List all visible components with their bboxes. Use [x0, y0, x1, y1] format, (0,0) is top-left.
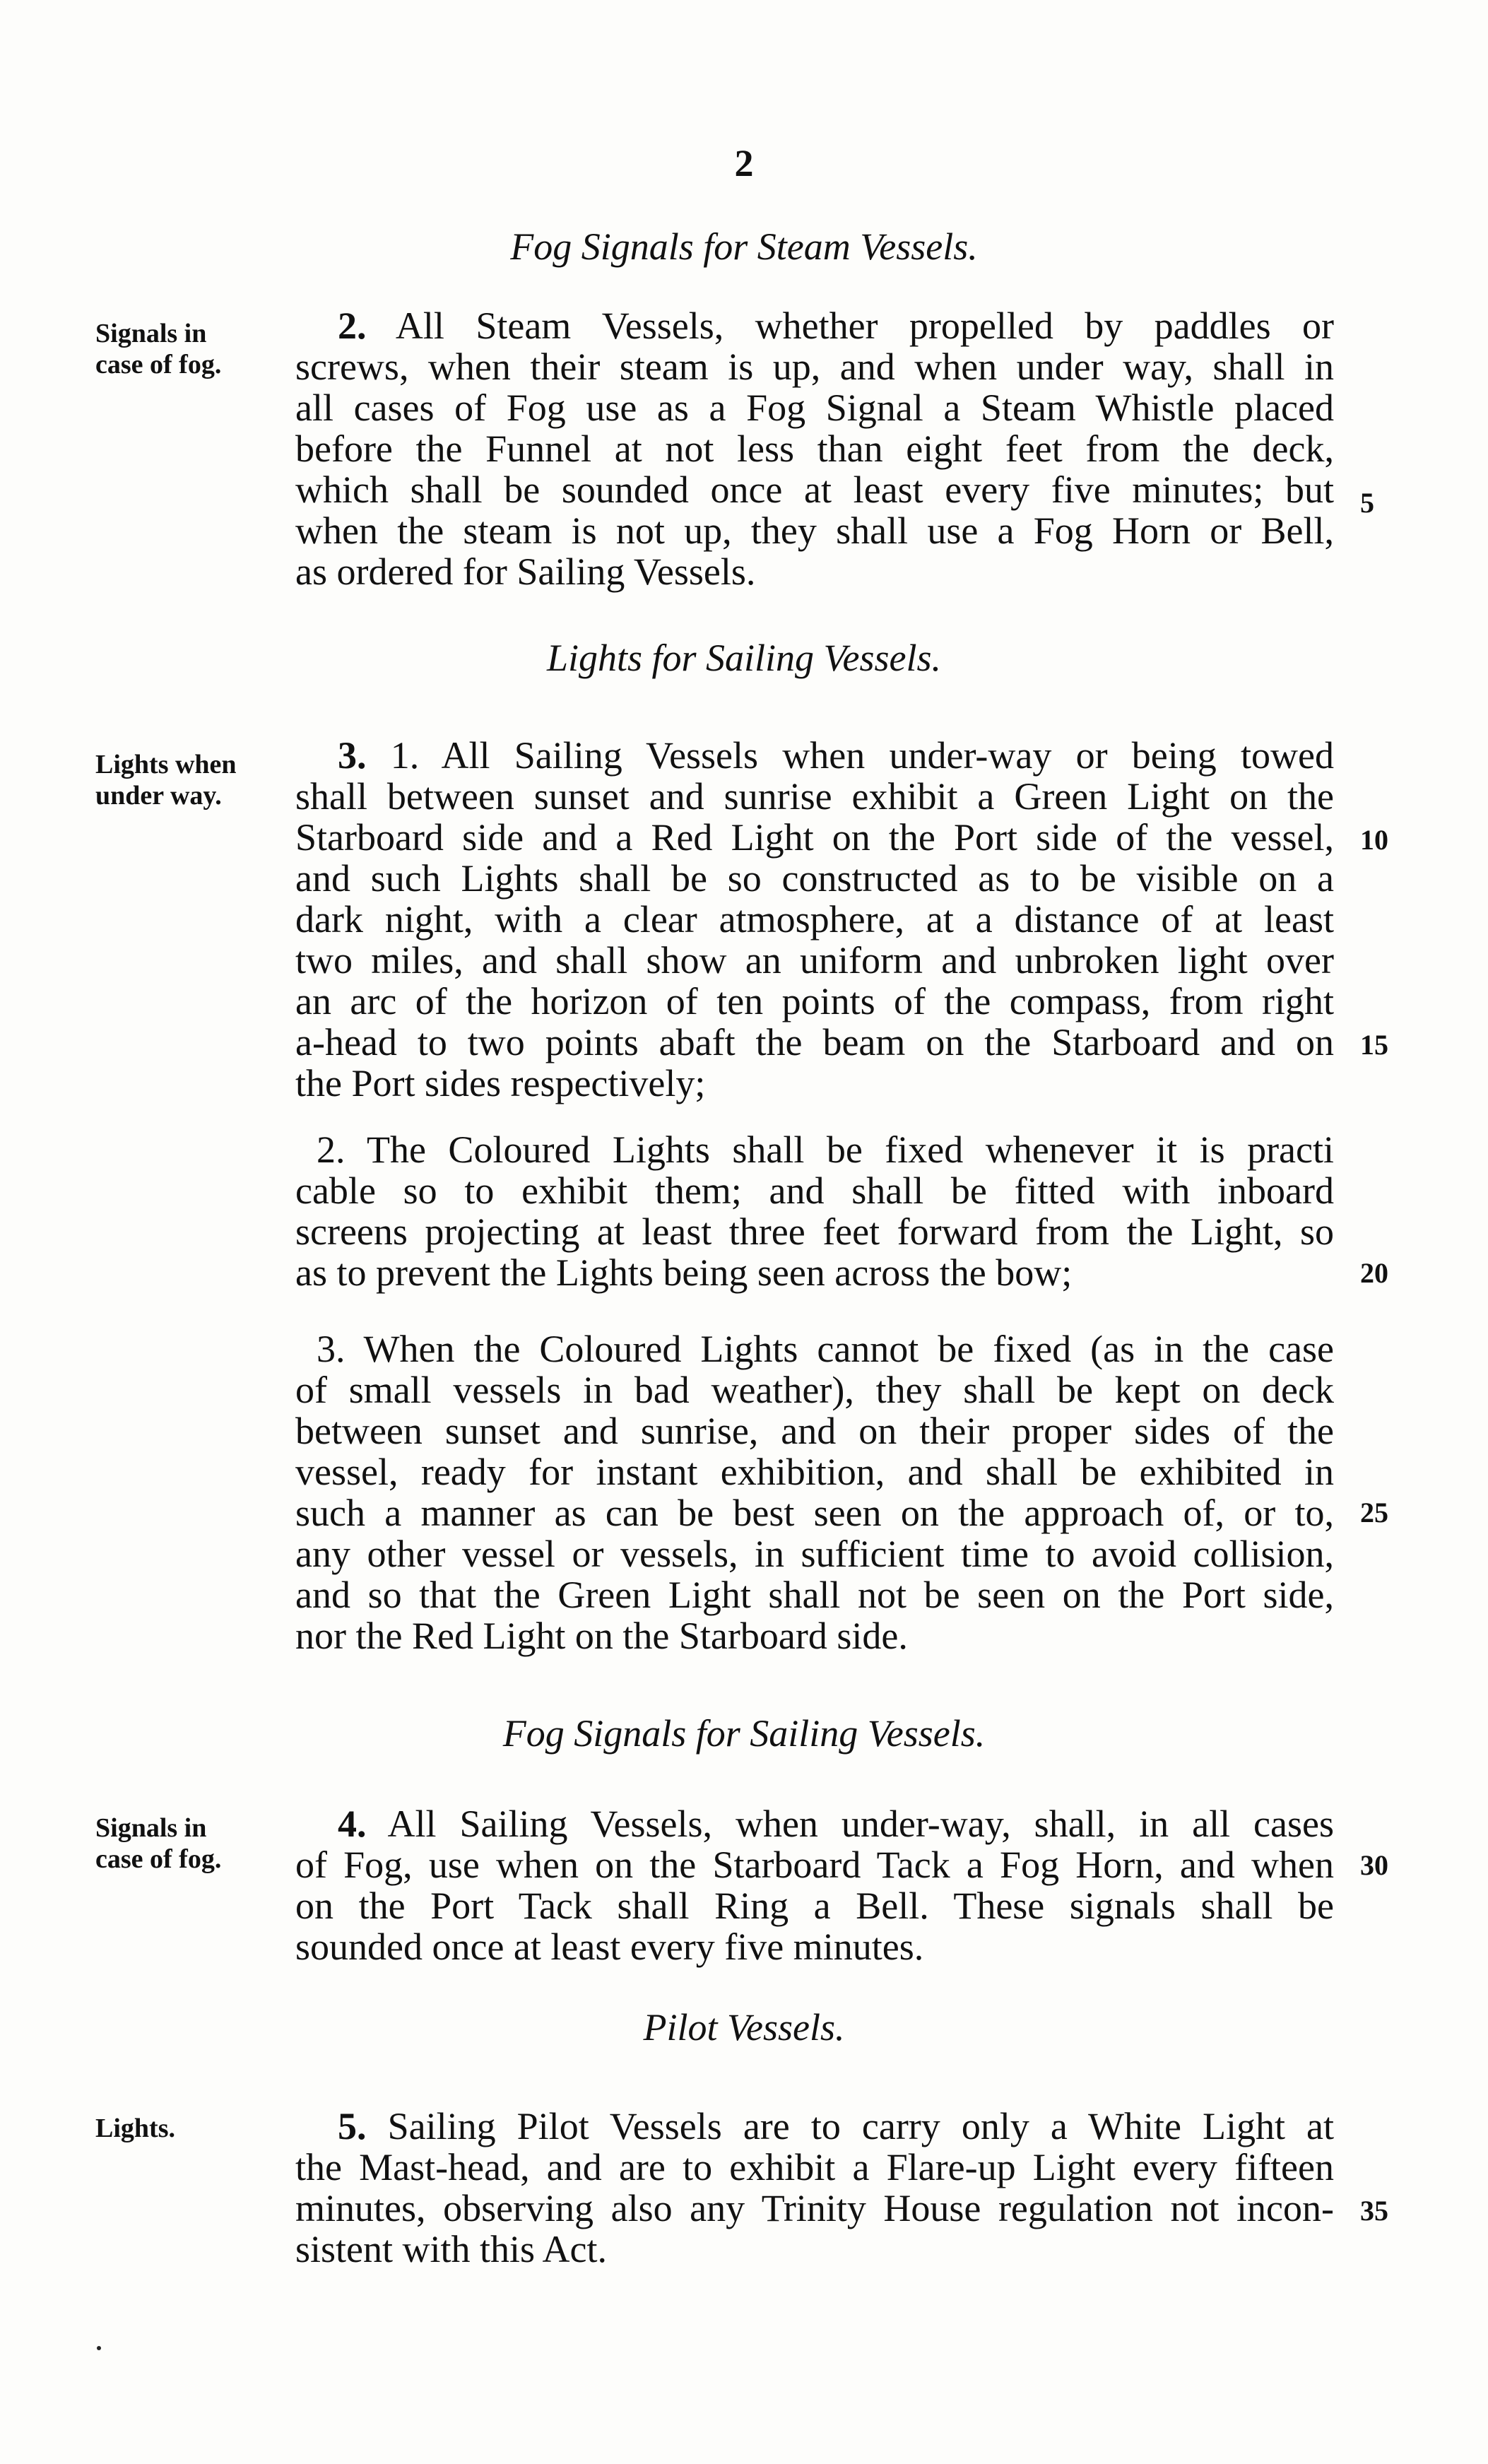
text-line: all cases of Fog use as a Fog Signal a Steam Whistle placed: [295, 387, 1334, 429]
text-line: as to prevent the Lights being seen across the bow;: [295, 1251, 1073, 1294]
text-line: the Mast-head, and are to exhibit a Flare-up Light every fifteen: [295, 2146, 1334, 2188]
paragraph-4: [295, 1803, 1334, 1967]
text-line: a-head to two points abaft the beam on the Starboard and on: [295, 1021, 1334, 1063]
line-number: 10: [1360, 824, 1388, 856]
text-line: dark night, with a clear atmosphere, at a distance of at least: [295, 898, 1334, 941]
text-line: on the Port Tack shall Ring a Bell. These signals shall be: [295, 1885, 1334, 1927]
text-line: screws, when their steam is up, and when under way, shall in: [295, 346, 1334, 388]
paragraph-3-2: [295, 1129, 1334, 1293]
text-line: shall between sunset and sunrise exhibit a Green Light on the: [295, 775, 1334, 818]
paragraph-3-3: [295, 1328, 1334, 1656]
section-heading-pilot: Pilot Vessels.: [643, 2006, 845, 2049]
text-line: 5. Sailing Pilot Vessels are to carry only a White Light at: [338, 2105, 1335, 2147]
text-line: of small vessels in bad weather), they shall be kept on deck: [295, 1369, 1334, 1411]
text-line: 4. All Sailing Vessels, when under-way, shall, in all cases: [338, 1803, 1334, 1845]
text-line: 2. All Steam Vessels, whether propelled by paddles or: [338, 305, 1334, 347]
text-line: any other vessel or vessels, in sufficient time to avoid collision,: [295, 1533, 1334, 1575]
text-line: vessel, ready for instant exhibition, and shall be exhibited in: [295, 1451, 1334, 1493]
text-line: cable so to exhibit them; and shall be fitted with inboard: [295, 1169, 1334, 1212]
line-number: 15: [1360, 1029, 1388, 1061]
paragraph-2: [295, 305, 1334, 592]
text-line: before the Funnel at not less than eight feet from the deck,: [295, 428, 1334, 470]
section-heading-fog-steam: Fog Signals for Steam Vessels.: [510, 225, 978, 268]
line-number: 30: [1360, 1849, 1388, 1881]
margin-note-lights: Lights.: [95, 2114, 175, 2143]
line-number: 25: [1360, 1497, 1388, 1528]
line-number: 20: [1360, 1257, 1388, 1289]
text-line: Starboard side and a Red Light on the Port side of the vessel,: [295, 816, 1334, 859]
text-line: the Port sides respectively;: [295, 1062, 706, 1104]
text-line: 2. The Coloured Lights shall be fixed whenever it is practi: [317, 1128, 1334, 1171]
text-line: and so that the Green Light shall not be seen on the Port side,: [295, 1574, 1334, 1616]
page-number: 2: [734, 142, 754, 184]
text-line: between sunset and sunrise, and on their proper sides of the: [295, 1410, 1334, 1452]
text-line: as ordered for Sailing Vessels.: [295, 550, 756, 593]
ink-speck: [97, 2346, 101, 2350]
text-line: an arc of the horizon of ten points of the compass, from right: [295, 980, 1334, 1022]
paragraph-5: [295, 2106, 1334, 2270]
text-line: screens projecting at least three feet forward from the Light, so: [295, 1210, 1334, 1253]
text-line: sounded once at least every five minutes.: [295, 1926, 924, 1968]
text-line: two miles, and shall show an uniform and unbroken light over: [295, 939, 1334, 982]
text-line: sistent with this Act.: [295, 2228, 608, 2270]
text-line: 3. 1. All Sailing Vessels when under-way or being towed: [338, 734, 1334, 777]
text-line: when the steam is not up, they shall use a Fog Horn or Bell,: [295, 509, 1334, 552]
line-number: 5: [1360, 487, 1374, 519]
margin-note-signals-fog: Signals in case of fog.: [95, 319, 222, 379]
paragraph-3-1: [295, 735, 1334, 1104]
text-line: of Fog, use when on the Starboard Tack a Fog Horn, and when: [295, 1844, 1334, 1886]
margin-note-lights-underway: Lights when under way.: [95, 750, 237, 810]
text-line: such a manner as can be best seen on the approach of, or to,: [295, 1492, 1334, 1534]
margin-note-signals-fog-2: Signals in case of fog.: [95, 1813, 222, 1874]
text-line: and such Lights shall be so constructed as to be visible on a: [295, 857, 1334, 900]
section-heading-lights-sailing: Lights for Sailing Vessels.: [546, 637, 942, 679]
text-line: which shall be sounded once at least every five minutes; but: [295, 468, 1334, 511]
text-line: nor the Red Light on the Starboard side.: [295, 1615, 908, 1657]
line-number: 35: [1360, 2195, 1388, 2227]
text-line: 3. When the Coloured Lights cannot be fixed (as in the case: [317, 1328, 1334, 1370]
text-line: minutes, observing also any Trinity House regulation not incon-: [295, 2187, 1334, 2229]
section-heading-fog-sailing: Fog Signals for Sailing Vessels.: [502, 1712, 986, 1755]
